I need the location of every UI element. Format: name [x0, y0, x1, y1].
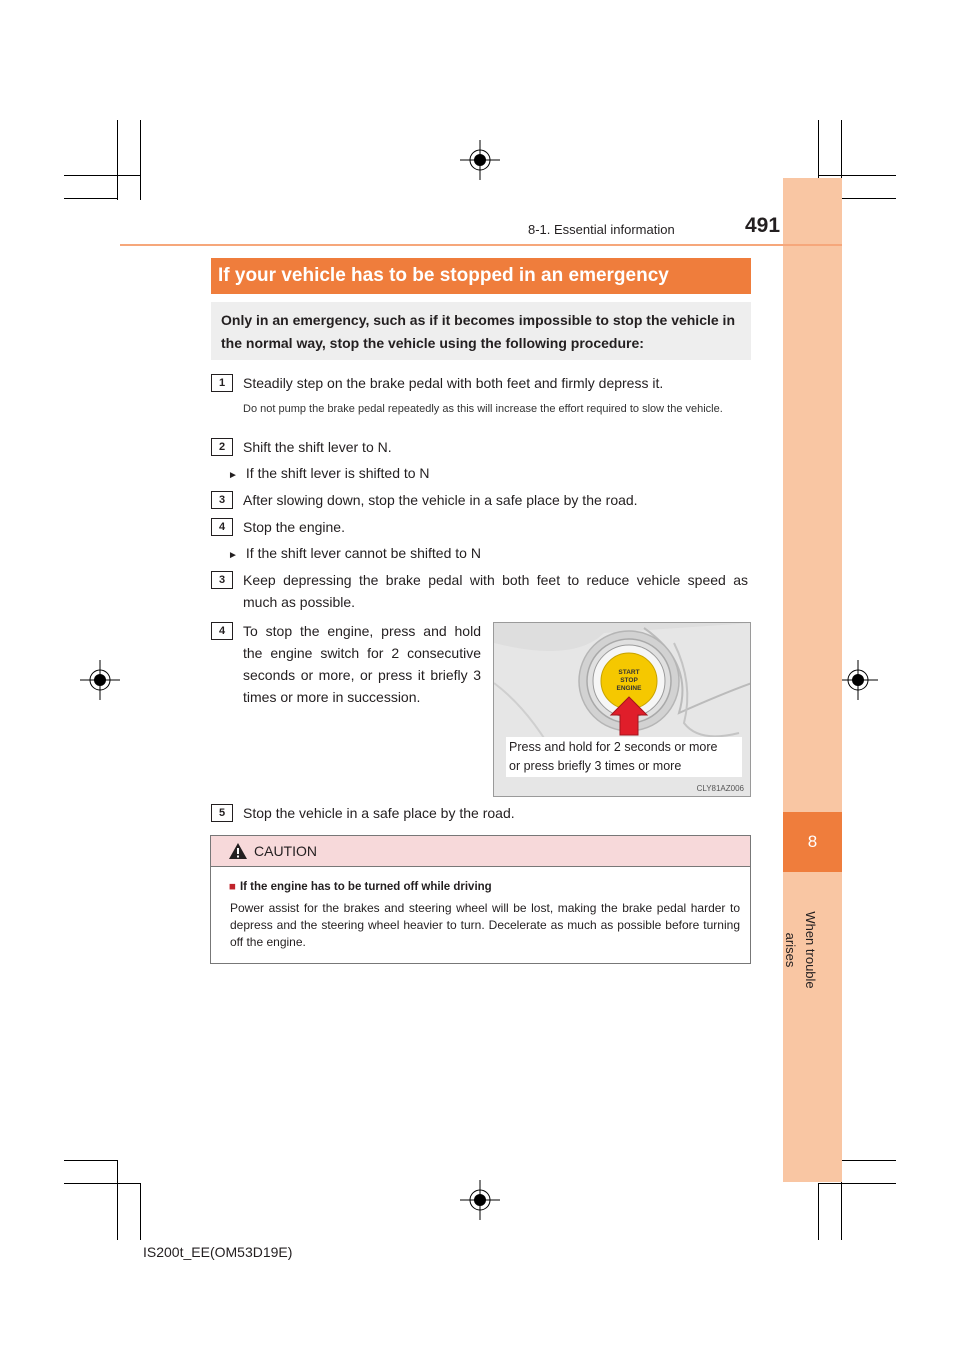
step-text: To stop the engine, press and hold: [243, 623, 481, 639]
crop-mark: [140, 1183, 141, 1240]
step-text: seconds or more, or press it briefly 3: [243, 667, 481, 683]
registration-mark-icon: [460, 1180, 500, 1220]
crop-mark: [64, 175, 140, 176]
square-bullet-icon: ■: [229, 881, 236, 893]
step-badge: 2: [211, 438, 233, 456]
warning-triangle-icon: [229, 843, 247, 859]
model-code: IS200t_EE(OM53D19E): [143, 1244, 293, 1260]
branch-label: If the shift lever cannot be shifted to N: [245, 545, 481, 561]
illustration-code: CLY81AZ006: [696, 784, 744, 793]
step-badge: 4: [211, 622, 233, 640]
crop-mark: [117, 120, 118, 200]
crop-mark: [841, 198, 896, 199]
step-badge: 3: [211, 491, 233, 509]
chapter-label: When trouble arises: [783, 911, 818, 989]
caution-box: [210, 835, 751, 964]
crop-mark: [64, 198, 117, 199]
branch-heading: [228, 463, 430, 486]
svg-text:START: START: [618, 669, 640, 676]
engine-switch-illustration: [493, 622, 751, 797]
caution-title: CAUTION: [254, 843, 317, 859]
step-badge: 3: [211, 571, 233, 589]
step-text: Stop the vehicle in a safe place by the road.: [243, 805, 515, 821]
header-divider: [120, 244, 842, 246]
crop-mark: [818, 175, 896, 176]
crop-mark: [64, 1183, 140, 1184]
branch-label: If the shift lever is shifted to N: [245, 465, 430, 481]
step-badge: 5: [211, 804, 233, 822]
step-text: times or more in succession.: [243, 689, 421, 705]
caution-header: [211, 836, 750, 867]
svg-text:ENGINE: ENGINE: [616, 685, 642, 692]
crop-mark: [64, 1160, 117, 1161]
page-number: 491: [745, 214, 781, 237]
step-text: the engine switch for 2 consecutive: [243, 645, 481, 661]
crop-mark: [841, 1160, 896, 1161]
step-text: Stop the engine.: [243, 519, 345, 535]
triangle-bullet-icon: ►: [228, 470, 238, 481]
step-text: Steadily step on the brake pedal with both feet and firmly depress it.: [243, 375, 664, 391]
chapter-side-tab: [783, 178, 842, 1182]
illustration-caption: [506, 737, 742, 777]
step-text: much as possible.: [243, 594, 356, 610]
triangle-bullet-icon: ►: [228, 550, 238, 561]
svg-text:STOP: STOP: [620, 677, 638, 684]
crop-mark: [117, 1160, 118, 1240]
branch-heading: [228, 543, 481, 566]
registration-mark-icon: [838, 660, 878, 700]
step-badge: 4: [211, 518, 233, 536]
section-heading: 8-1. Essential information: [528, 222, 675, 237]
caption-line: or press briefly 3 times or more: [509, 759, 682, 773]
step-text: Keep depressing the brake pedal with both feet to reduce vehicle speed as: [243, 572, 748, 588]
page-title: If your vehicle has to be stopped in an emergency: [211, 258, 751, 294]
step-note: Do not pump the brake pedal repeatedly as this will increase the effort required to slow the vehicle.: [243, 403, 723, 415]
step-text: After slowing down, stop the vehicle in a safe place by the road.: [243, 492, 638, 508]
caption-line: Press and hold for 2 seconds or more: [509, 740, 718, 754]
crop-mark: [140, 120, 141, 200]
registration-mark-icon: [80, 660, 120, 700]
crop-mark: [818, 1183, 819, 1240]
registration-mark-icon: [460, 140, 500, 180]
caution-subtitle-text: If the engine has to be turned off while driving: [239, 881, 492, 893]
crop-mark: [818, 1183, 896, 1184]
chapter-number: 8: [783, 812, 842, 872]
caution-subtitle: [229, 881, 492, 893]
caution-body: Power assist for the brakes and steering wheel will be lost, making the brake pedal harder to depress and the steering wheel heavier to turn. Decelerate as much as possible before turning off the engine.: [230, 901, 740, 949]
intro-box: Only in an emergency, such as if it becomes impossible to stop the vehicle in the normal way, stop the vehicle using the following procedure:: [211, 302, 751, 360]
step-text: Shift the shift lever to N.: [243, 439, 392, 455]
step-badge: 1: [211, 374, 233, 392]
